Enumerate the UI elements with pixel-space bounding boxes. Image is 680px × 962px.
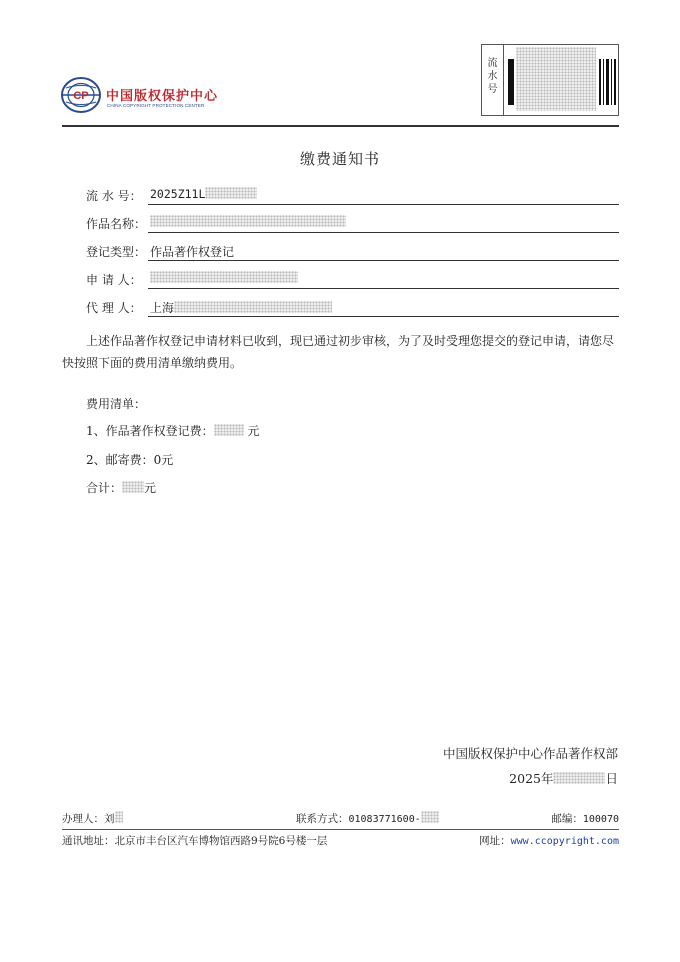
field-underline [148,316,619,317]
field-underline [148,288,619,289]
serial-label-char: 流 [487,58,498,69]
contact-value: 01083771600- [348,814,421,825]
redacted-text [421,811,439,823]
serial-label-char: 号 [487,84,498,95]
redacted-amount [122,481,144,493]
postcode-info [551,811,619,826]
address-label: 通讯地址： [62,835,115,847]
footer-address-row [62,833,619,849]
fee-item-registration [86,422,259,439]
website-info [479,833,619,848]
redacted-barcode [516,47,596,111]
footer-contact-row [62,811,619,827]
serial-number-box [481,44,619,116]
fee-list-heading: 费用清单： [86,397,147,411]
handler-value: 刘 [104,813,115,825]
serial-number-value: 2025Z11L [150,187,206,201]
field-value [150,299,332,316]
handler-label: 办理人： [62,813,104,825]
field-label: 流 水 号： [86,189,142,203]
redacted-text [150,215,346,227]
field-underline [148,204,619,205]
barcode-bar [508,59,514,105]
field-registration-type [86,243,619,261]
fee-item-label: 1、作品著作权登记费： [86,424,214,438]
field-applicant [86,271,619,289]
redacted-amount [214,424,244,436]
field-label: 代 理 人： [86,301,142,315]
logo-cn-text: 中国版权保护中心 [106,89,219,104]
fee-total-label: 合计： [86,481,123,495]
address-info [62,833,327,848]
ccpc-logo [60,76,230,116]
redacted-text [150,271,298,283]
postcode-label: 邮编： [551,813,583,825]
fee-total-unit: 元 [144,481,157,495]
postcode-value: 100070 [582,814,619,825]
issue-date [509,769,618,787]
notice-paragraph: 上述作品著作权登记申请材料已收到，现已通过初步审核，为了及时受理您提交的登记申请，请您尽快按照下面的费用清单缴纳费用。 [62,334,615,370]
field-value [150,271,298,285]
handler-info [62,811,123,826]
redacted-text [205,187,257,199]
contact-label: 联系方式： [296,813,349,825]
header-rule [62,125,619,127]
field-label: 作品名称： [86,217,147,231]
contact-info [296,811,439,826]
field-value [150,215,346,229]
footer-rule [62,829,619,830]
logo-en-text: CHINA COPYRIGHT PROTECTION CENTER [107,103,205,108]
fee-item-postage: 2、邮寄费：0元 [86,453,174,467]
website-link[interactable]: www.ccopyright.com [510,836,619,847]
field-underline [148,232,619,233]
field-underline [148,260,619,261]
redacted-text [174,301,332,313]
barcode-bar [599,59,601,105]
serial-label-char: 水 [487,71,498,82]
redacted-date [553,772,605,784]
agent-value: 上海 [150,301,175,315]
field-serial-number [86,187,619,205]
barcode-bar [606,59,609,105]
date-prefix: 2025年 [509,771,554,786]
website-label: 网址： [479,835,511,847]
redacted-text [115,811,123,823]
fee-item-unit: 元 [247,424,260,438]
svg-text:CP: CP [73,90,89,102]
barcode-bar [603,59,604,105]
barcode-bar [614,59,616,105]
field-value [150,187,257,201]
field-work-name [86,215,619,233]
barcode-bar [611,59,612,105]
serial-box-label [482,45,504,115]
address-value: 北京市丰台区汽车博物馆西路9号院6号楼一层 [114,835,328,847]
registration-type-value: 作品著作权登记 [150,245,235,259]
issuing-department: 中国版权保护中心作品著作权部 [442,746,618,761]
field-agent [86,299,619,317]
fee-total [86,479,156,496]
field-label: 申 请 人： [86,273,142,287]
date-suffix: 日 [605,771,618,786]
field-label: 登记类型： [86,245,147,259]
ccpc-emblem-icon [60,76,102,114]
document-title: 缴费通知书 [299,150,380,168]
